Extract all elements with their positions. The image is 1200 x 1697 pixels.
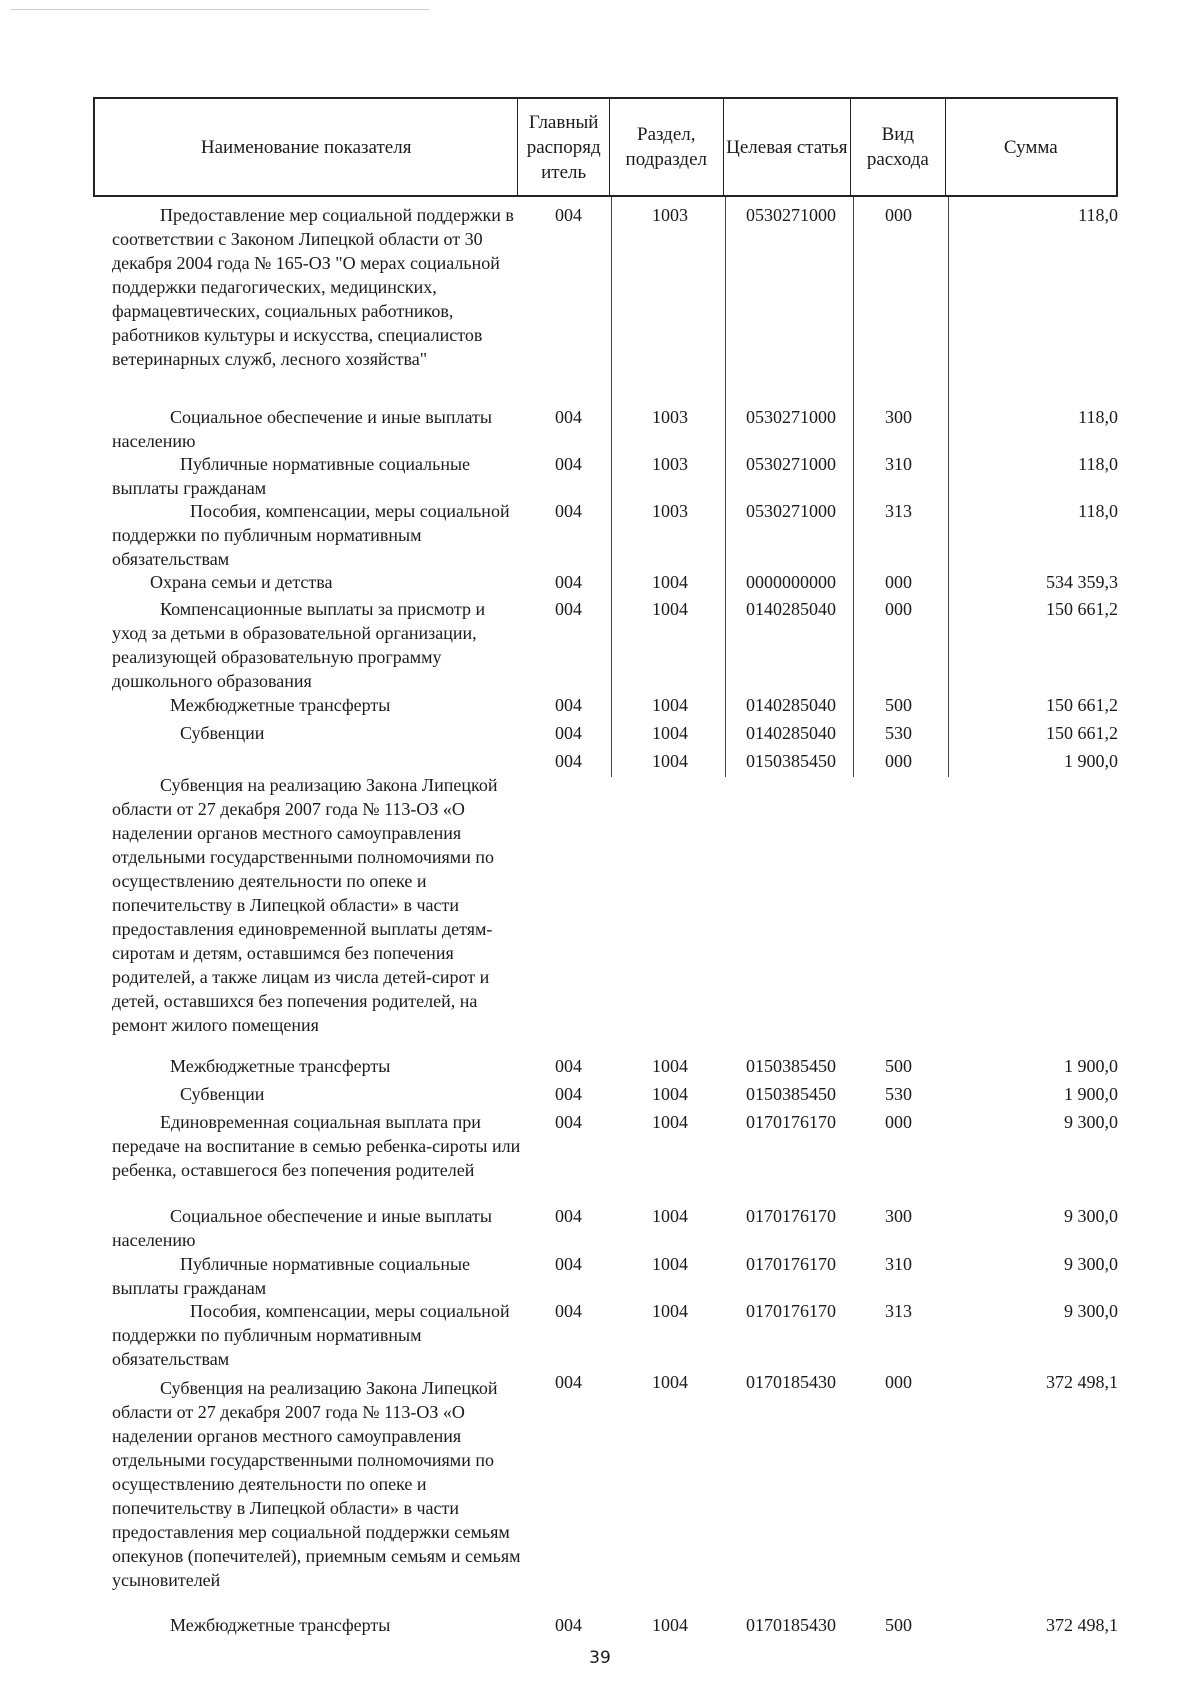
row-vid: 000 [885, 751, 912, 771]
row-celevaya: 0000000000 [746, 572, 836, 592]
row-celevaya: 0530271000 [746, 407, 836, 427]
header-razdel: Раздел, подраздел [610, 99, 724, 195]
header-glavny: Главный распоряд итель [518, 99, 610, 195]
row-name: Межбюджетные трансферты [170, 1056, 391, 1076]
row-vid: 530 [885, 1084, 912, 1104]
row-summa: 1 900,0 [1064, 751, 1118, 771]
row-summa: 118,0 [1078, 501, 1118, 521]
row-name: Публичные нормативные социальные выплаты гражданам [112, 1254, 471, 1298]
row-summa: 150 661,2 [1046, 599, 1118, 619]
row-summa: 118,0 [1078, 407, 1118, 427]
header-vid: Вид расхода [851, 99, 946, 195]
row-summa: 1 900,0 [1064, 1084, 1118, 1104]
row-celevaya: 0170176170 [746, 1112, 836, 1132]
row-razdel: 1004 [652, 1615, 688, 1635]
row-razdel: 1004 [652, 599, 688, 619]
row-summa: 9 300,0 [1064, 1206, 1118, 1226]
row-razdel: 1003 [652, 454, 688, 474]
row-summa: 372 498,1 [1046, 1615, 1118, 1635]
row-vid: 300 [885, 407, 912, 427]
row-glavny: 004 [555, 454, 582, 474]
row-celevaya: 0170176170 [746, 1301, 836, 1321]
row-name: Социальное обеспечение и иные выплаты населению [112, 407, 492, 451]
row-vid: 310 [885, 1254, 912, 1274]
row-glavny: 004 [555, 1206, 582, 1226]
row-summa: 150 661,2 [1046, 723, 1118, 743]
row-summa: 150 661,2 [1046, 695, 1118, 715]
row-celevaya: 0150385450 [746, 751, 836, 771]
row-celevaya: 0170176170 [746, 1206, 836, 1226]
row-vid: 300 [885, 1206, 912, 1226]
row-vid: 000 [885, 572, 912, 592]
row-vid: 500 [885, 1056, 912, 1076]
row-vid: 500 [885, 695, 912, 715]
row-glavny: 004 [555, 751, 582, 771]
table-header [93, 97, 1118, 197]
row-glavny: 004 [555, 205, 582, 225]
row-summa: 118,0 [1078, 454, 1118, 474]
row-glavny: 004 [555, 1254, 582, 1274]
row-summa: 1 900,0 [1064, 1056, 1118, 1076]
column-divider [725, 197, 726, 777]
row-razdel: 1004 [652, 1084, 688, 1104]
row-summa: 9 300,0 [1064, 1254, 1118, 1274]
row-glavny: 004 [555, 1056, 582, 1076]
row-glavny: 004 [555, 1301, 582, 1321]
row-glavny: 004 [555, 1084, 582, 1104]
row-name: Субвенция на реализацию Закона Липецкой области от 27 декабря 2007 года № 113-ОЗ «О наделении органов местного самоуправления отдельными государственными полномочиями по осуществлению деятельности по опеке и попечительству в Липецкой области» в части предоставления единовременной выплаты детям-сиротам и детям, оставшимся без попечения родителей, а также лицам из числа детей-сирот и детей, оставшихся без попечения родителей, на ремонт жилого помещения [112, 775, 498, 1035]
column-divider [611, 197, 612, 777]
row-razdel: 1003 [652, 501, 688, 521]
row-vid: 000 [885, 205, 912, 225]
row-glavny: 004 [555, 1112, 582, 1132]
row-name: Межбюджетные трансферты [170, 1615, 391, 1635]
row-vid: 000 [885, 599, 912, 619]
scan-artifact-line [10, 9, 430, 10]
row-celevaya: 0170176170 [746, 1254, 836, 1274]
row-celevaya: 0530271000 [746, 501, 836, 521]
row-name: Предоставление мер социальной поддержки в соответствии с Законом Липецкой области от 30 декабря 2004 года № 165-ОЗ "О мерах социальной поддержки педагогических, медицинских, фармацевтических, социальных работников, работников культуры и искусства, специалистов ветеринарных служб, лесного хозяйства" [112, 205, 514, 369]
row-name: Субвенции [180, 723, 265, 743]
row-razdel: 1004 [652, 751, 688, 771]
row-razdel: 1004 [652, 695, 688, 715]
row-celevaya: 0140285040 [746, 599, 836, 619]
row-razdel: 1004 [652, 1056, 688, 1076]
row-name: Пособия, компенсации, меры социальной поддержки по публичным нормативным обязательствам [112, 1301, 510, 1369]
row-summa: 534 359,3 [1046, 572, 1118, 592]
row-name: Публичные нормативные социальные выплаты гражданам [112, 454, 471, 498]
row-vid: 500 [885, 1615, 912, 1635]
row-name: Охрана семьи и детства [150, 572, 333, 592]
row-name: Пособия, компенсации, меры социальной поддержки по публичным нормативным обязательствам [112, 501, 510, 569]
row-vid: 000 [885, 1372, 912, 1392]
row-celevaya: 0530271000 [746, 454, 836, 474]
header-celevaya: Целевая статья [724, 99, 852, 195]
row-glavny: 004 [555, 1372, 582, 1392]
row-razdel: 1004 [652, 1301, 688, 1321]
row-razdel: 1004 [652, 1372, 688, 1392]
row-celevaya: 0140285040 [746, 695, 836, 715]
row-celevaya: 0170185430 [746, 1372, 836, 1392]
row-razdel: 1003 [652, 205, 688, 225]
page-number: 39 [589, 1648, 611, 1668]
row-razdel: 1004 [652, 1206, 688, 1226]
row-glavny: 004 [555, 723, 582, 743]
row-razdel: 1004 [652, 572, 688, 592]
row-razdel: 1004 [652, 723, 688, 743]
row-celevaya: 0150385450 [746, 1084, 836, 1104]
row-celevaya: 0150385450 [746, 1056, 836, 1076]
row-name: Субвенции [180, 1084, 265, 1104]
header-name: Наименование показателя [95, 99, 518, 195]
row-glavny: 004 [555, 572, 582, 592]
row-celevaya: 0170185430 [746, 1615, 836, 1635]
row-name: Компенсационные выплаты за присмотр и уход за детьми в образовательной организации, реализующей образовательную программу дошкольного образования [112, 599, 486, 691]
row-summa: 9 300,0 [1064, 1112, 1118, 1132]
row-name: Единовременная социальная выплата при передаче на воспитание в семью ребенка-сироты или ребенка, оставшегося без попечения родителей [112, 1112, 521, 1180]
row-vid: 530 [885, 723, 912, 743]
row-razdel: 1004 [652, 1254, 688, 1274]
row-glavny: 004 [555, 407, 582, 427]
row-vid: 000 [885, 1112, 912, 1132]
row-glavny: 004 [555, 599, 582, 619]
row-celevaya: 0140285040 [746, 723, 836, 743]
header-summa: Сумма [1003, 136, 1058, 158]
row-vid: 313 [885, 1301, 912, 1321]
row-vid: 310 [885, 454, 912, 474]
row-summa: 9 300,0 [1064, 1301, 1118, 1321]
row-razdel: 1003 [652, 407, 688, 427]
row-glavny: 004 [555, 695, 582, 715]
row-vid: 313 [885, 501, 912, 521]
column-divider [948, 197, 949, 777]
row-name: Социальное обеспечение и иные выплаты населению [112, 1206, 492, 1250]
column-divider [853, 197, 854, 777]
row-name: Субвенция на реализацию Закона Липецкой области от 27 декабря 2007 года № 113-ОЗ «О наделении органов местного самоуправления отдельными государственными полномочиями по осуществлению деятельности по опеке и попечительству в Липецкой области» в части предоставления мер социальной поддержки семьям опекунов (попечителей), приемным семьям и семьям усыновителей [112, 1378, 521, 1590]
row-name: Межбюджетные трансферты [170, 695, 391, 715]
row-summa: 372 498,1 [1046, 1372, 1118, 1392]
row-celevaya: 0530271000 [746, 205, 836, 225]
row-summa: 118,0 [1078, 205, 1118, 225]
row-glavny: 004 [555, 501, 582, 521]
row-glavny: 004 [555, 1615, 582, 1635]
row-razdel: 1004 [652, 1112, 688, 1132]
